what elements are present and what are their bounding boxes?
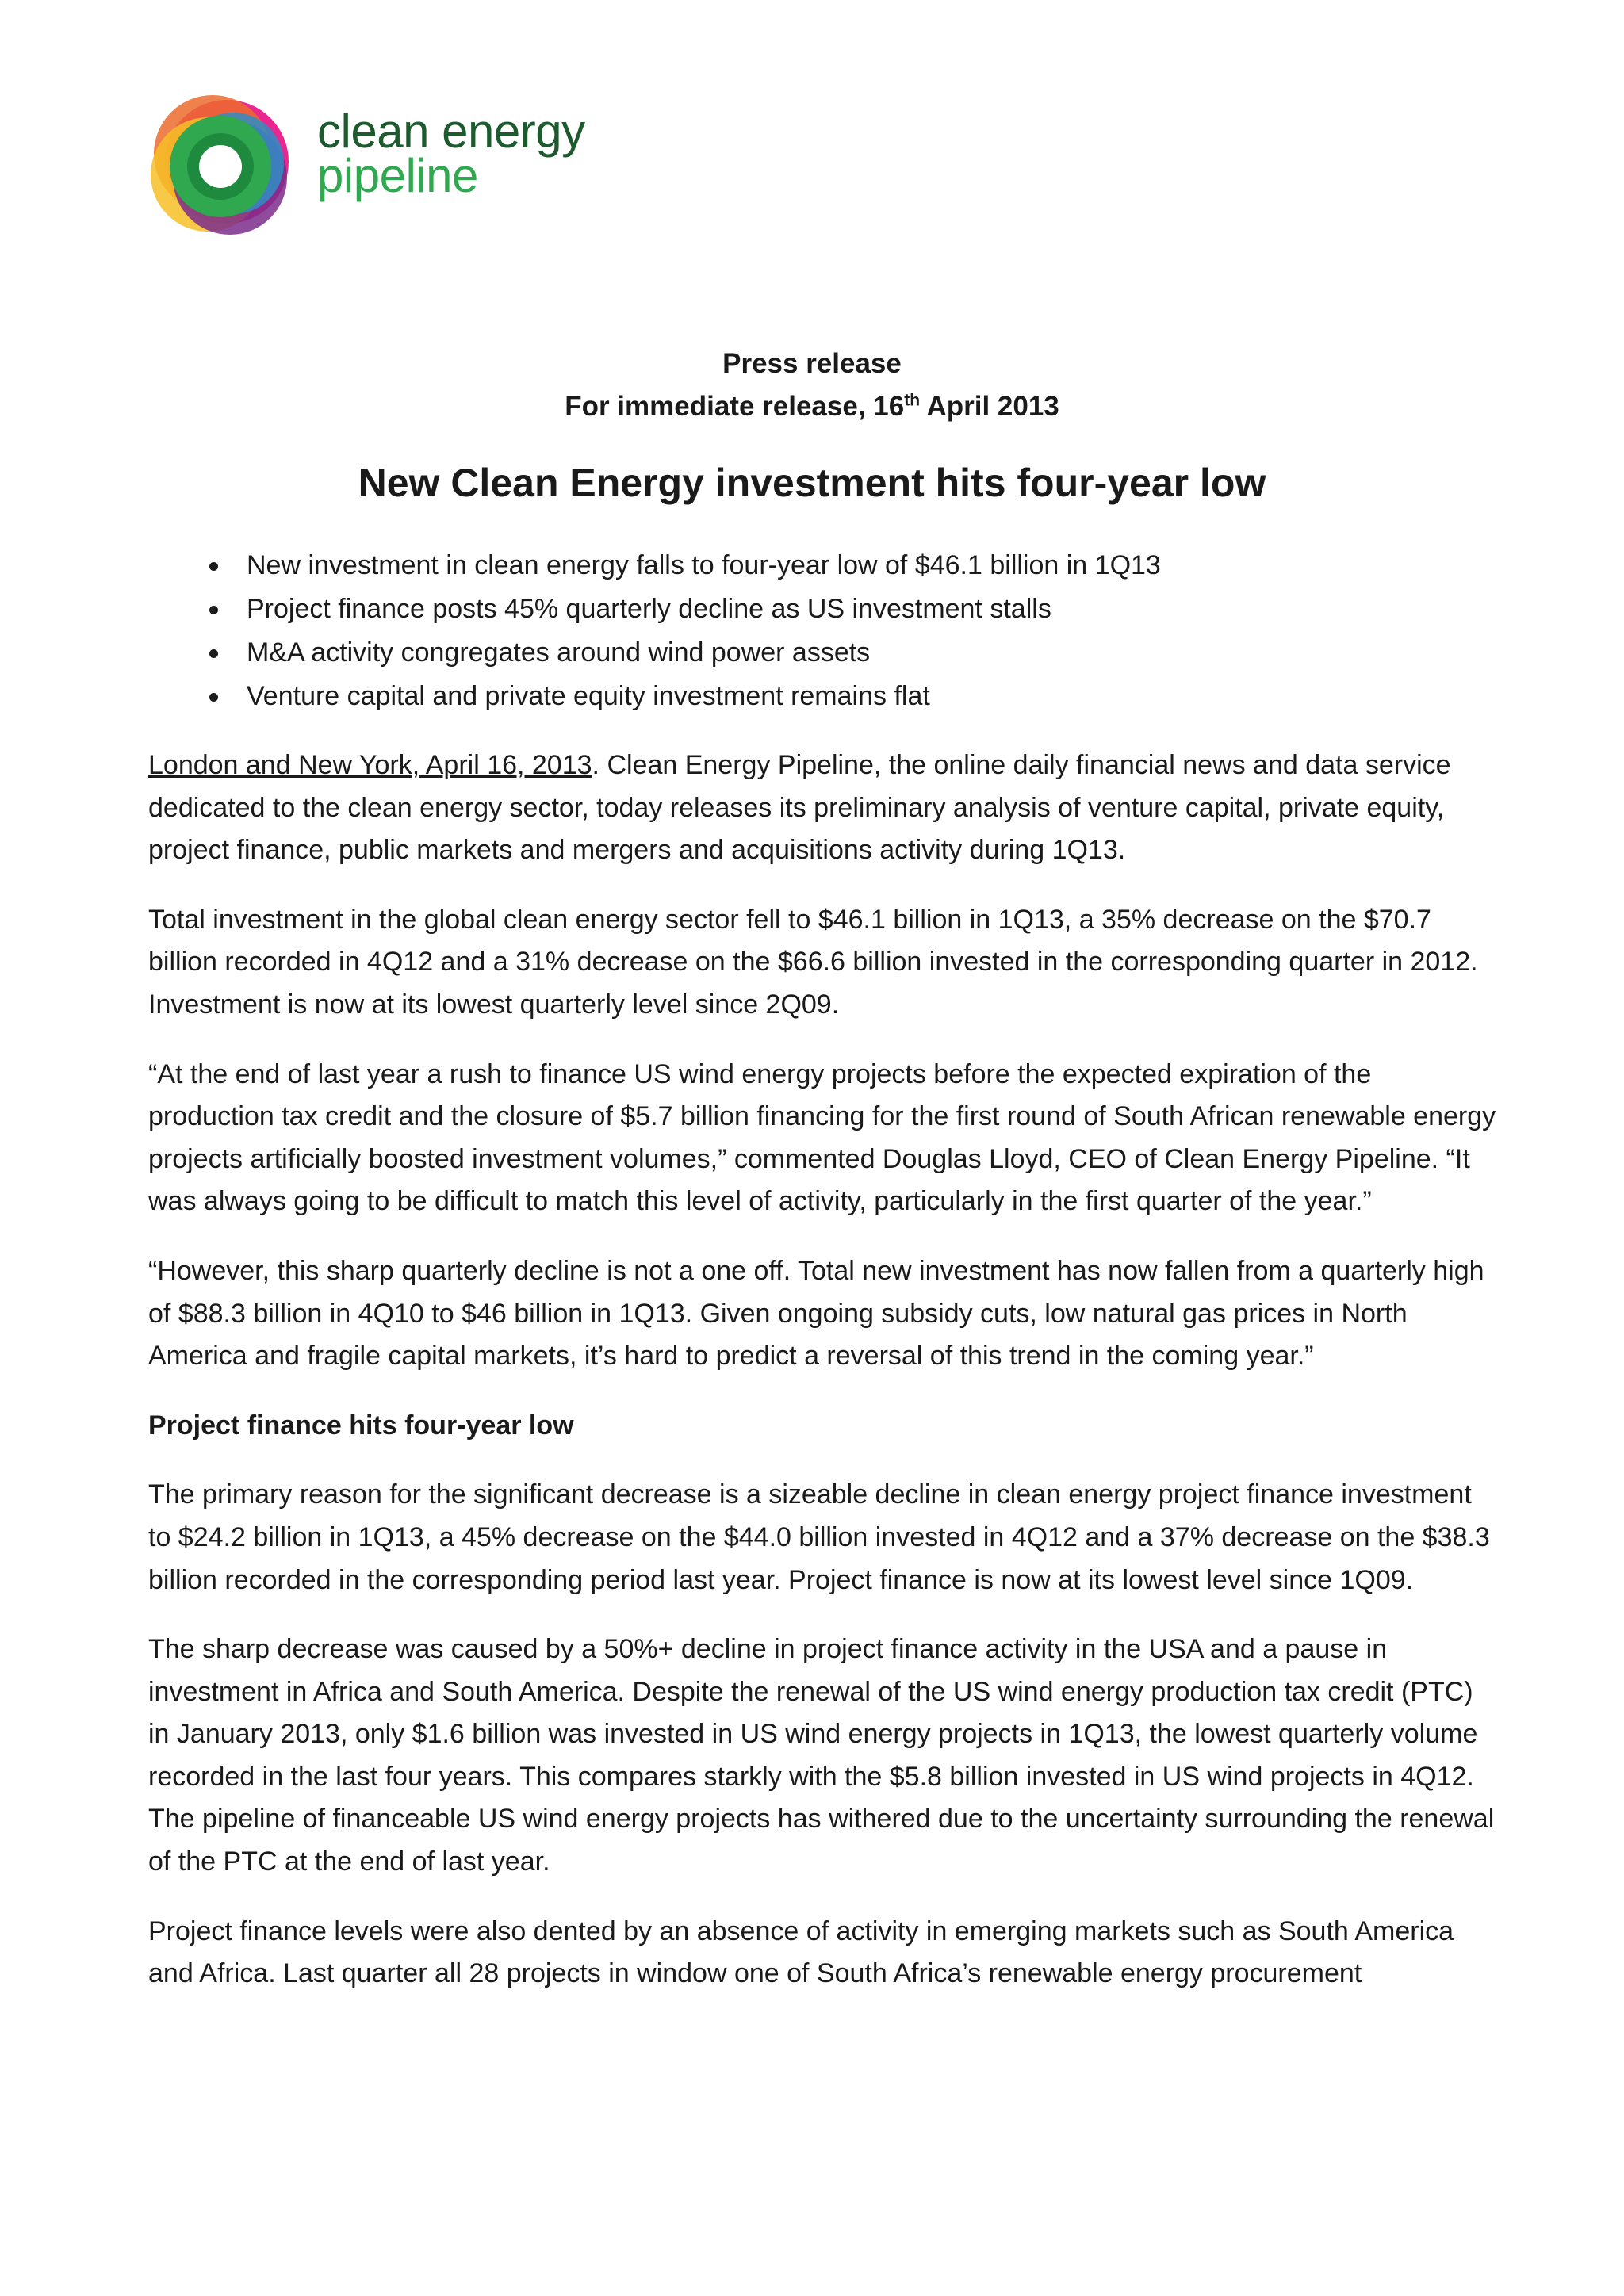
- paragraph-us-decline: The sharp decrease was caused by a 50%+ decline in project finance activity in the USA and a pause in investment in Africa and South America. Despite the renewal of the US wind energy production tax credit (PTC) in January 2013, only $1.6 billion was invested in US wind energy projects in 1Q13, the lowest quarterly volume recorded in the last four years. This compares starkly with the $5.8 billion invested in US wind projects in 4Q12. The pipeline of financeable US wind energy projects has withered due to the uncertainty surrounding the renewal of the PTC at the end of last year.: [148, 1634, 1495, 1877]
- release-date-line: [0, 385, 1624, 428]
- bullet-icon: [209, 562, 218, 571]
- list-item-text: Project finance posts 45% quarterly decline as US investment stalls: [247, 594, 1051, 624]
- logo-wordmark: [317, 105, 585, 202]
- list-item: [213, 675, 1161, 718]
- release-date-prefix: For immediate release, 16: [565, 391, 905, 422]
- paragraph-trend-quote: “However, this sharp quarterly decline is not a one off. Total new investment has now fallen from a quarterly high of $88.3 billion in 4Q10 to $46 billion in 1Q13. Given ongoing subsidy cuts, low natural gas prices in North America and fragile capital markets, it’s hard to predict a reversal of this trend in the coming year.”: [148, 1255, 1484, 1372]
- list-item: [213, 587, 1161, 631]
- release-header: [0, 342, 1624, 428]
- press-release-label: Press release: [722, 348, 902, 379]
- dateline: London and New York, April 16, 2013: [148, 750, 592, 780]
- logo-line-1: clean energy: [317, 105, 585, 158]
- intro-text: . Clean Energy Pipeline, the online daily financial news and data service dedicated to the clean energy sector, today releases its preliminary analysis of venture capital, private equity, project finance, public markets and mergers and acquisitions activity during 1Q13.: [148, 750, 1451, 866]
- list-item: [213, 544, 1161, 587]
- section-heading: Project finance hits four-year low: [148, 1410, 574, 1441]
- article-body: [148, 744, 1496, 2022]
- bullet-icon: [209, 649, 218, 658]
- paragraph-project-finance: The primary reason for the significant decrease is a sizeable decline in clean energy project finance investment to $24.2 billion in 1Q13, a 45% decrease on the $44.0 billion invested in 4Q12 and a 37% decrease on the $38.3 billion recorded in the corresponding period last year. Project finance is now at its lowest level since 1Q09.: [148, 1479, 1490, 1595]
- bullet-icon: [209, 606, 218, 614]
- list-item: [213, 631, 1161, 675]
- release-date-sup: th: [904, 391, 921, 410]
- page-title: New Clean Energy investment hits four-year low: [358, 461, 1266, 505]
- logo-rings-icon: [151, 95, 293, 238]
- paragraph-total-investment: Total investment in the global clean energy sector fell to $46.1 billion in 1Q13, a 35% decrease on the $70.7 billion recorded in 4Q12 and a 31% decrease on the $66.6 billion invested in the corresponding quarter in 2012. Investment is now at its lowest quarterly level since 2Q09.: [148, 904, 1478, 1020]
- list-item-text: Venture capital and private equity investment remains flat: [247, 681, 930, 711]
- highlights-list: [213, 544, 1161, 718]
- paragraph-emerging-markets: Project finance levels were also dented by an absence of activity in emerging markets such as South America and Africa. Last quarter all 28 projects in window one of South Africa’s renewable energy procurement: [148, 1915, 1454, 1989]
- paragraph-intro: [148, 744, 1496, 872]
- bullet-icon: [209, 693, 218, 702]
- logo-line-2: pipeline: [317, 149, 478, 202]
- release-date-suffix: April 2013: [920, 391, 1059, 422]
- company-logo: [151, 95, 626, 238]
- paragraph-ceo-quote: “At the end of last year a rush to finance US wind energy projects before the expected expiration of the production tax credit and the closure of $5.7 billion financing for the first round of South African renewable energy projects artificially boosted investment volumes,” commented Douglas Lloyd, CEO of Clean Energy Pipeline. “It was always going to be difficult to match this level of activity, particularly in the first quarter of the year.”: [148, 1058, 1496, 1217]
- list-item-text: M&A activity congregates around wind power assets: [247, 637, 871, 668]
- list-item-text: New investment in clean energy falls to four-year low of $46.1 billion in 1Q13: [247, 550, 1161, 580]
